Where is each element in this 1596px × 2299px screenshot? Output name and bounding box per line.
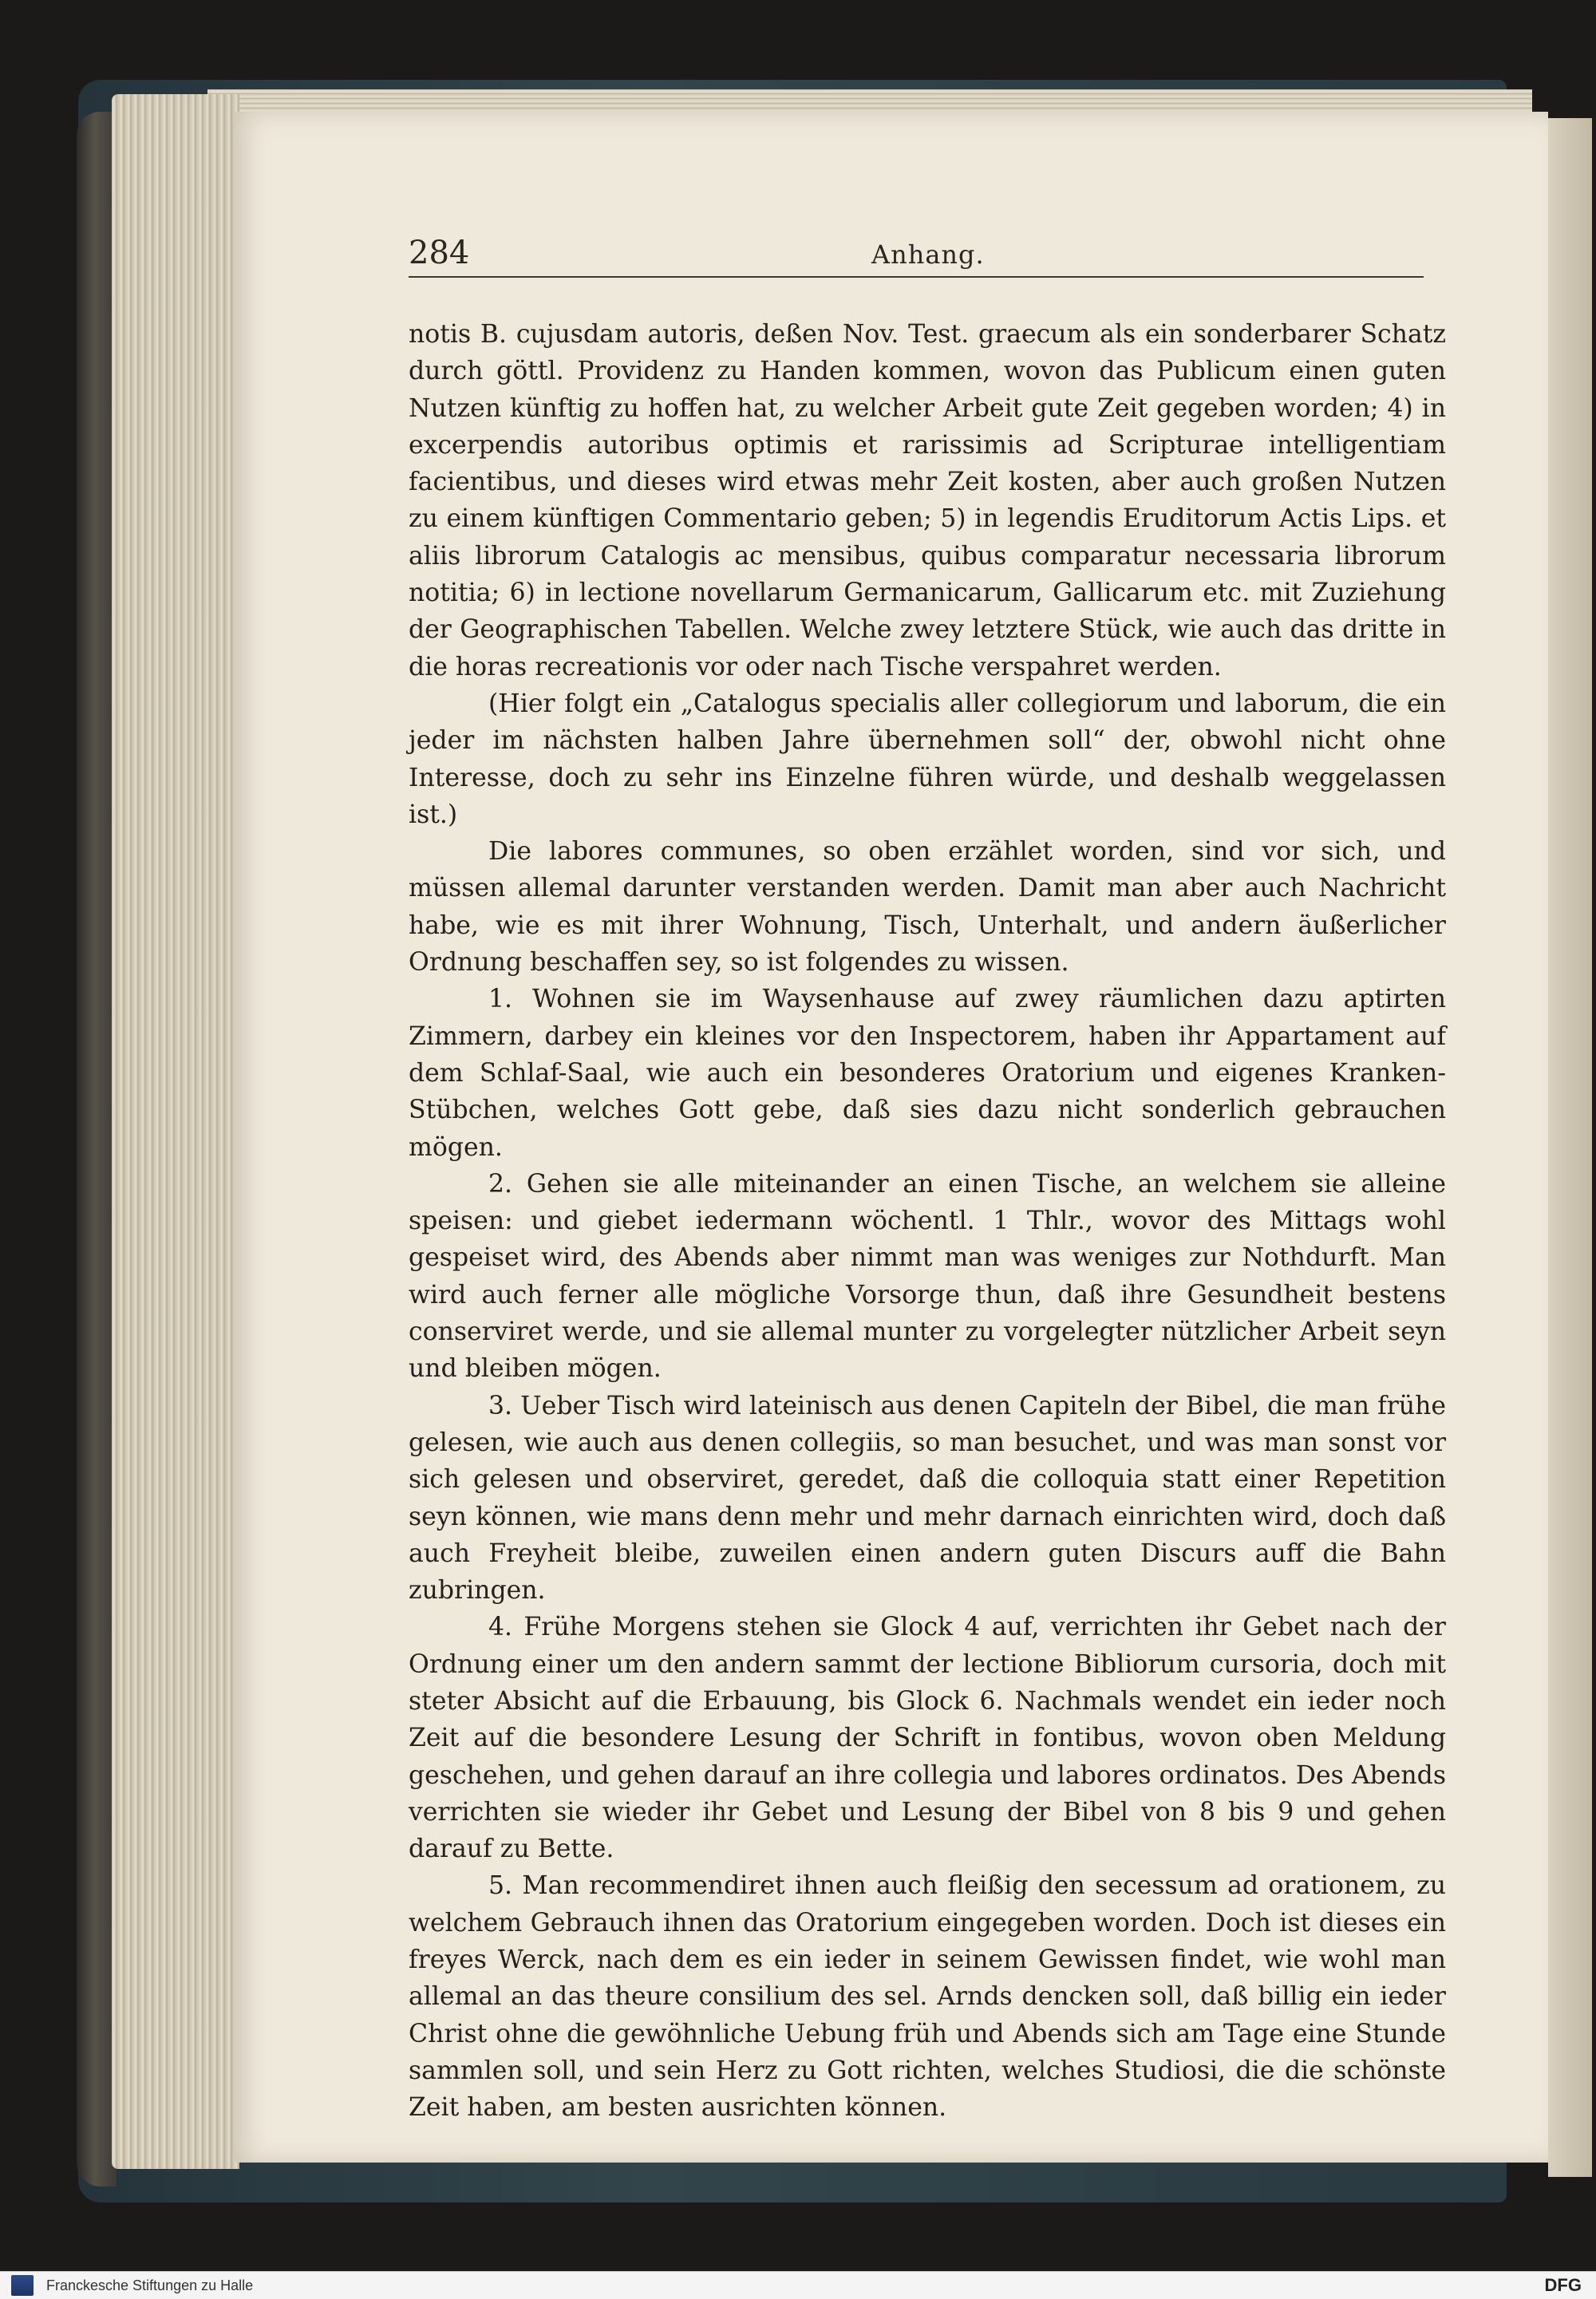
paragraph: 2. Gehen sie alle miteinander an einen Tische, an welchem sie alleine speisen: und giebet iedermann wöchentl. 1 Thlr., wovor des Mittags wohl gespeiset wird, des Abends aber nimmt man was weniges zur Nothdurft. Man wird auch ferner alle mögliche Vorsorge thun, daß ihre Gesundheit bestens conserviret werde, und sie allemal munter zu vorgelegter nützlicher Arbeit seyn und bleiben mögen.	[409, 1169, 1446, 1384]
paragraph: Die labores communes, so oben erzählet worden, sind vor sich, und müssen allemal darunter verstanden werden. Damit man aber auch Nachricht habe, wie es mit ihrer Wohnung, Tisch, Unterhalt, und andern äußerlicher Ordnung beschaffen sey, so ist folgendes zu wissen.	[409, 837, 1446, 978]
paragraph: (Hier folgt ein „Catalogus specialis aller collegiorum und laborum, die ein jeder im nächsten halben Jahre übernehmen soll“ der, obwohl nicht ohne Interesse, doch zu sehr ins Einzelne führen würde, und deshalb weggelassen ist.)	[409, 689, 1446, 829]
page-stack-top	[207, 89, 1532, 113]
page-stack-edges	[112, 94, 239, 2169]
page-number: 284	[409, 235, 470, 271]
page-header	[409, 228, 1424, 278]
paragraph: 5. Man recommendiret ihnen auch fleißig den secessum ad orationem, zu welchem Gebrauch ihnen das Oratorium eingegeben worden. Doch ist dieses ein freyes Werck, nach dem es ein ieder in seinem Gewissen findet, wie wohl man allemal an das theure consilium des sel. Arnds dencken soll, daß billig ein ieder Christ ohne die gewöhnliche Uebung früh und Abends sich am Tage eine Stunde sammlen soll, und sein Herz zu Gott richten, welches Studiosi, die die schönste Zeit haben, am besten ausrichten können.	[409, 1871, 1446, 2123]
dfg-logo[interactable]: DFG	[1544, 2275, 1582, 2295]
paragraph: 3. Ueber Tisch wird lateinisch aus denen Capiteln der Bibel, die man frühe gelesen, wie auch aus denen collegiis, so man besuchet, und was man sonst vor sich gelesen und observiret, geredet, daß die colloquia statt einer Repetition seyn können, wie mans denn mehr und mehr darnach einrichten wird, doch daß auch Freyheit bleibe, zuweilen einen andern guten Discurs auff die Bahn zubringen.	[409, 1391, 1446, 1606]
book-spine	[77, 112, 117, 2186]
institution-name[interactable]: Franckesche Stiftungen zu Halle	[46, 2277, 254, 2293]
body-text	[409, 316, 1446, 2127]
institution-logo-icon	[11, 2275, 34, 2296]
facing-page-edge	[1548, 118, 1592, 2177]
running-title: Anhang.	[871, 239, 985, 270]
paragraph: notis B. cujusdam autoris, deßen Nov. Test. graecum als ein sonderbarer Schatz durch göttl. Providenz zu Handen kommen, wovon das Publicum einen guten Nutzen künftig zu hoffen hat, zu welcher Arbeit gute Zeit gegeben worden; 4) in excerpendis autoribus optimis et rarissimis ad Scripturae intelligentiam facientibus, und dieses wird etwas mehr Zeit kosten, aber auch großen Nutzen zu einem künftigen Commentario geben; 5) in legendis Eruditorum Actis Lips. et aliis librorum Catalogis ac mensibus, quibus comparatur necessaria librorum notitia; 6) in lectione novellarum Germanicarum, Gallicarum etc. mit Zuziehung der Geographischen Tabellen. Welche zwey letztere Stück, wie auch das dritte in die horas recreationis vor oder nach Tische verspahret werden.	[409, 320, 1446, 681]
viewer-footer	[0, 2271, 1596, 2299]
paragraph: 4. Frühe Morgens stehen sie Glock 4 auf, verrichten ihr Gebet nach der Ordnung einer um den andern sammt der lectione Bibliorum cursoria, doch mit steter Absicht auf die Erbauung, bis Glock 6. Nachmals wendet ein ieder noch Zeit auf die besondere Lesung der Schrift in fontibus, wovon oben Meldung geschehen, und gehen darauf an ihre collegia und labores ordinatos. Des Abends verrichten sie wieder ihr Gebet und Lesung der Bibel von 8 bis 9 und gehen darauf zu Bette.	[409, 1613, 1446, 1864]
paragraph: 1. Wohnen sie im Waysenhause auf zwey räumlichen dazu aptirten Zimmern, darbey ein kleines vor den Inspectorem, haben ihr Appartament auf dem Schlaf-Saal, wie auch ein besonderes Oratorium und eigenes Kranken-Stübchen, welches Gott gebe, daß sies dazu nicht sonderlich gebrauchen mögen.	[409, 985, 1446, 1162]
